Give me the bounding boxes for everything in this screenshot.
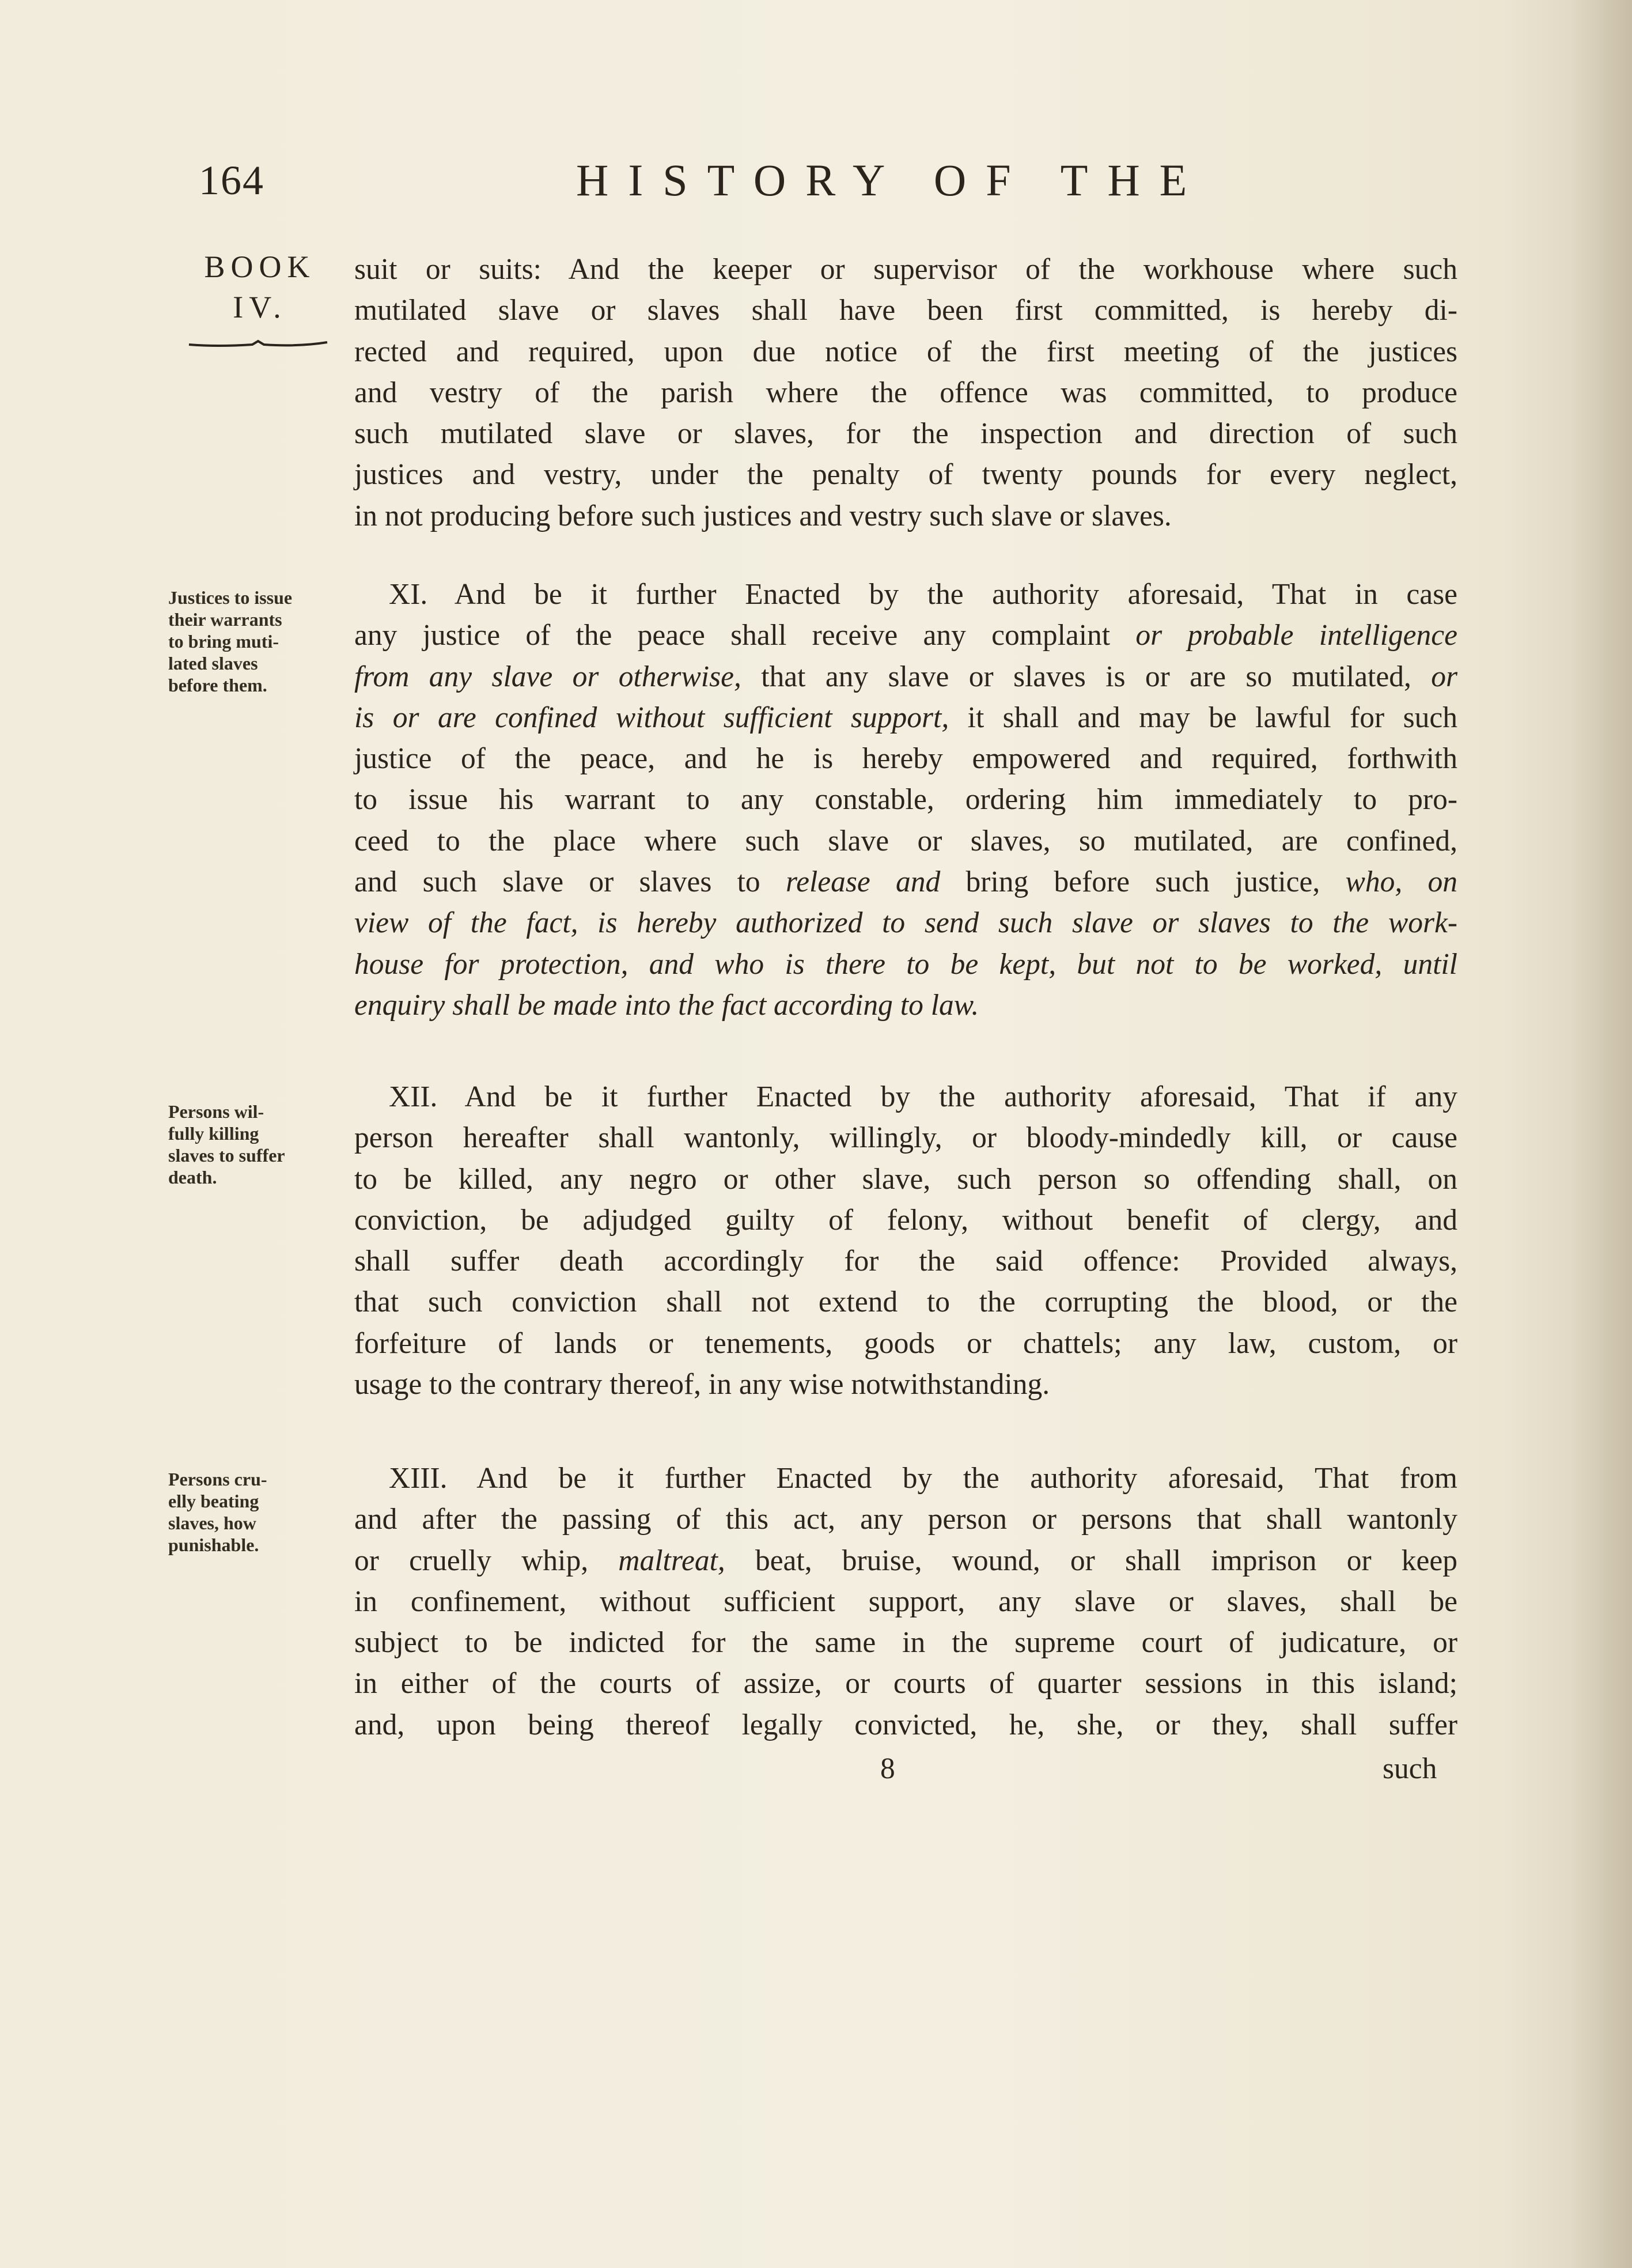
text-line: usage to the contrary thereof, in any wise notwithstanding. — [354, 1368, 1050, 1401]
text-run: that any slave or slaves is or are so mutilated, — [741, 660, 1432, 693]
running-title: HISTORY OF THE — [576, 155, 1207, 205]
text-line: in either of the courts of assize, or courts of quarter sessions in this island; — [354, 1667, 1457, 1700]
italic-run: from any slave or otherwise, — [354, 660, 741, 693]
text-run: it shall and may be lawful for such — [949, 701, 1457, 734]
text-line: ceed to the place where such slave or slaves, so mutilated, are confined, — [354, 824, 1457, 857]
text-run: and such slave or slaves to — [354, 865, 786, 899]
text-line: shall suffer death accordingly for the said offence: Provided always, — [354, 1245, 1457, 1278]
text-line — [354, 985, 1457, 1026]
text-line: person hereafter shall wantonly, willingly, or bloody-mindedly kill, or cause — [354, 1121, 1457, 1155]
text-line: and, upon being thereof legally convicted, he, she, or they, shall suffer — [354, 1708, 1457, 1741]
text-line: in confinement, without sufficient support, any slave or slaves, shall be — [354, 1585, 1457, 1618]
text-line — [354, 944, 1457, 985]
italic-run: maltreat, — [618, 1544, 725, 1577]
ornament-rule-icon — [183, 334, 333, 351]
text-line: XII. And be it further Enacted by the authority aforesaid, That if any — [389, 1080, 1457, 1113]
text-line: in not producing before such justices and vestry such slave or slaves. — [354, 499, 1172, 532]
italic-run: view of the fact, is hereby authorized to send such slave or slaves to the work- — [354, 906, 1457, 940]
text-line: and after the passing of this act, any person or persons that shall wantonly — [354, 1503, 1457, 1536]
page-number: 164 — [199, 157, 264, 203]
margin-note-killing — [168, 1101, 347, 1188]
margin-note-line: elly beating — [168, 1491, 259, 1511]
text-line: that such conviction shall not extend to the corrupting the blood, or the — [354, 1286, 1457, 1319]
text-run: or cruelly whip, — [354, 1544, 619, 1577]
margin-note-justices — [168, 587, 347, 696]
text-line — [354, 615, 1457, 656]
italic-run: release and — [785, 865, 941, 899]
italic-run: is or are confined without sufficient support, — [354, 701, 949, 734]
margin-note-line: before them. — [168, 675, 267, 695]
section-xiii — [354, 1458, 1457, 1745]
text-line: such mutilated slave or slaves, for the inspection and direction of such — [354, 417, 1457, 451]
text-line — [354, 861, 1457, 902]
italic-run: who, on — [1345, 865, 1457, 899]
text-line: to issue his warrant to any constable, ordering him immediately to pro- — [354, 783, 1457, 817]
italic-run: or probable intelligence — [1135, 619, 1457, 652]
text-line — [354, 697, 1457, 738]
margin-note-beating — [168, 1468, 347, 1556]
text-line: to be killed, any negro or other slave, such person so offending shall, on — [354, 1162, 1457, 1196]
text-line: justices and vestry, under the penalty of twenty pounds for every neglect, — [354, 458, 1457, 492]
paragraph-continuation — [354, 249, 1457, 536]
section-xii — [354, 1076, 1457, 1405]
text-run: bring before such justice, — [940, 865, 1346, 899]
margin-note-line: lated slaves — [168, 653, 258, 674]
text-line: rected and required, upon due notice of the first meeting of the justices — [354, 335, 1457, 368]
italic-run: house for protection, and who is there to be kept, but not to be worked, until — [354, 947, 1457, 981]
book-label-line: BOOK — [204, 250, 316, 284]
margin-note-line: to bring muti- — [168, 631, 279, 652]
margin-note-line: punishable. — [168, 1534, 259, 1555]
margin-note-line: their warrants — [168, 609, 282, 630]
italic-run: enquiry shall be made into the fact according to law. — [354, 988, 979, 1022]
text-line: subject to be indicted for the same in the supreme court of judicature, or — [354, 1626, 1457, 1660]
margin-note-line: Persons cru- — [168, 1469, 267, 1490]
catchword: such — [1383, 1752, 1437, 1785]
text-run: beat, bruise, wound, or shall imprison or keep — [725, 1544, 1457, 1577]
margin-note-line: Justices to issue — [168, 587, 293, 608]
text-line: XIII. And be it further Enacted by the authority aforesaid, That from — [389, 1462, 1457, 1495]
text-line — [354, 1540, 1457, 1581]
book-label — [188, 247, 332, 327]
text-line: conviction, be adjudged guilty of felony, without benefit of clergy, and — [354, 1203, 1457, 1237]
text-run: any justice of the peace shall receive any complaint — [354, 619, 1136, 652]
text-line: mutilated slave or slaves shall have been first committed, is hereby di- — [354, 294, 1457, 327]
margin-note-line: fully killing — [168, 1123, 259, 1144]
section-xi — [354, 574, 1457, 1026]
margin-note-line: Persons wil- — [168, 1101, 264, 1122]
italic-run: or — [1431, 660, 1457, 693]
text-line: suit or suits: And the keeper or supervisor of the workhouse where such — [354, 253, 1457, 286]
text-line: XI. And be it further Enacted by the authority aforesaid, That in case — [389, 578, 1457, 611]
margin-note-line: slaves to suffer — [168, 1145, 285, 1166]
margin-note-line: death. — [168, 1167, 217, 1188]
text-line: justice of the peace, and he is hereby empowered and required, forthwith — [354, 742, 1457, 776]
margin-note-line: slaves, how — [168, 1513, 256, 1533]
text-line — [354, 902, 1457, 943]
page-gutter-shadow — [1569, 0, 1632, 2268]
book-label-number: IV. — [233, 290, 287, 324]
text-line: forfeiture of lands or tenements, goods or chattels; any law, custom, or — [354, 1326, 1457, 1360]
signature-mark: 8 — [880, 1752, 895, 1785]
text-line — [354, 656, 1457, 697]
text-line: and vestry of the parish where the offence was committed, to produce — [354, 376, 1457, 409]
